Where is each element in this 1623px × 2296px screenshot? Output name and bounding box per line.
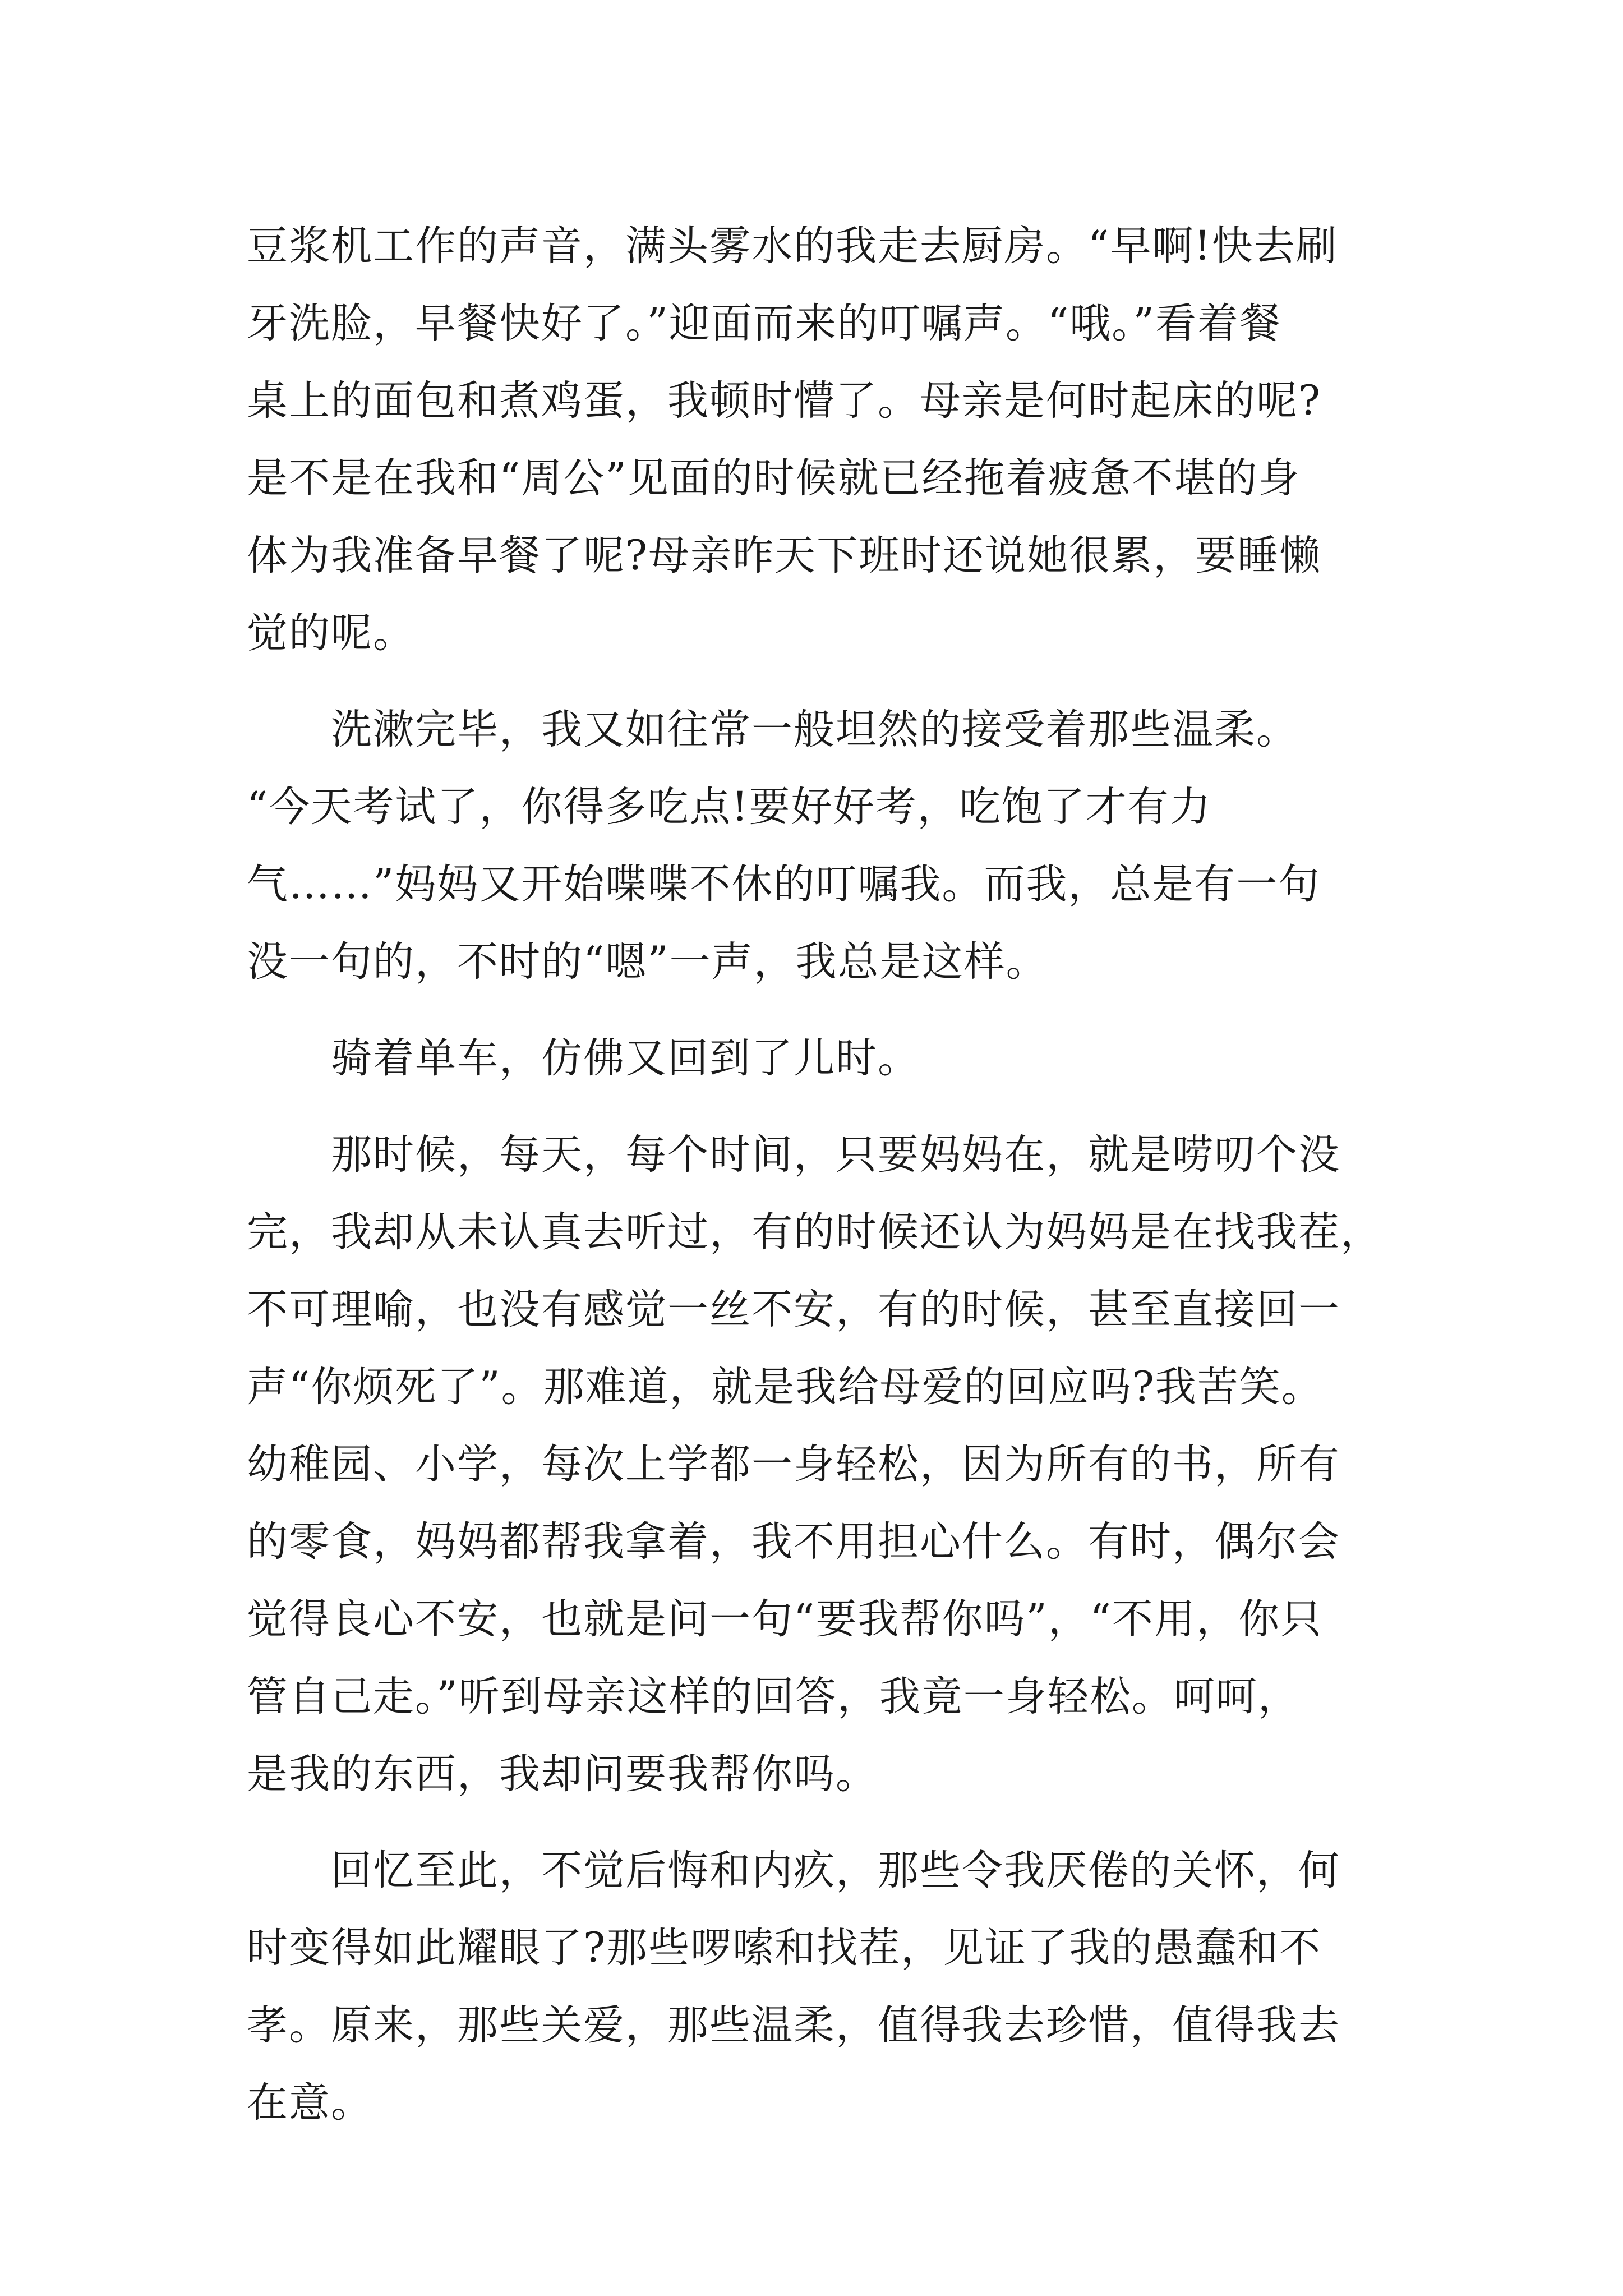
text-line: 是不是在我和“周公”见面的时候就已经拖着疲惫不堪的身: [247, 454, 1301, 502]
text-line: 气……”妈妈又开始喋喋不休的叮嘱我。而我，总是有一句: [247, 861, 1321, 908]
text-line: 在意。: [247, 2079, 373, 2127]
text-line: 是我的东西，我却问要我帮你吗。: [247, 1750, 878, 1798]
text-line: 完，我却从未认真去听过，有的时候还认为妈妈是在找我茬，: [247, 1208, 1382, 1256]
text-line: 管自己走。”听到母亲这样的回答，我竟一身轻松。呵呵，: [247, 1673, 1300, 1720]
text-line: 声“你烦死了”。那难道，就是我给母爱的回应吗?我苦笑。: [247, 1363, 1324, 1411]
text-line: 体为我准备早餐了呢?母亲昨天下班时还说她很累，要睡懒: [247, 532, 1322, 579]
paragraph: [247, 1832, 1391, 2142]
text-line: 牙洗脸，早餐快好了。”迎面而来的叮嘱声。“哦。”看着餐: [247, 300, 1281, 347]
text-line: “今天考试了，你得多吃点!要好好考，吃饱了才有力: [247, 783, 1212, 831]
text-line: 骑着单车，仿佛又回到了儿时。: [331, 1034, 920, 1082]
text-line: 那时候，每天，每个时间，只要妈妈在，就是唠叨个没: [331, 1131, 1340, 1179]
paragraph: [247, 691, 1391, 1001]
text-line: 洗漱完毕，我又如往常一般坦然的接受着那些温柔。: [331, 706, 1298, 753]
text-line: 觉得良心不安，也就是问一句“要我帮你吗”，“不用，你只: [247, 1595, 1322, 1643]
text-line: 没一句的，不时的“嗯”一声，我总是这样。: [247, 938, 1048, 986]
essay-body: [247, 208, 1391, 2142]
text-line: 的零食，妈妈都帮我拿着，我不用担心什么。有时，偶尔会: [247, 1518, 1340, 1566]
text-line: 幼稚园、小学，每次上学都一身轻松，因为所有的书，所有: [247, 1441, 1340, 1488]
text-line: 不可理喻，也没有感觉一丝不安，有的时候，甚至直接回一: [247, 1286, 1340, 1333]
paragraph: [247, 1020, 1391, 1097]
text-line: 觉的呢。: [247, 609, 415, 657]
paragraph: [247, 208, 1391, 672]
paragraph: [247, 1116, 1391, 1813]
text-line: 时变得如此耀眼了?那些啰嗦和找茬，见证了我的愚蠢和不: [247, 1924, 1322, 1972]
text-line: 豆浆机工作的声音，满头雾水的我走去厨房。“早啊!快去刷: [247, 222, 1338, 270]
text-line: 孝。原来，那些关爱，那些温柔，值得我去珍惜，值得我去: [247, 2001, 1340, 2049]
text-line: 桌上的面包和煮鸡蛋，我顿时懵了。母亲是何时起床的呢?: [247, 377, 1322, 425]
text-line: 回忆至此，不觉后悔和内疚，那些令我厌倦的关怀，何: [331, 1847, 1340, 1894]
